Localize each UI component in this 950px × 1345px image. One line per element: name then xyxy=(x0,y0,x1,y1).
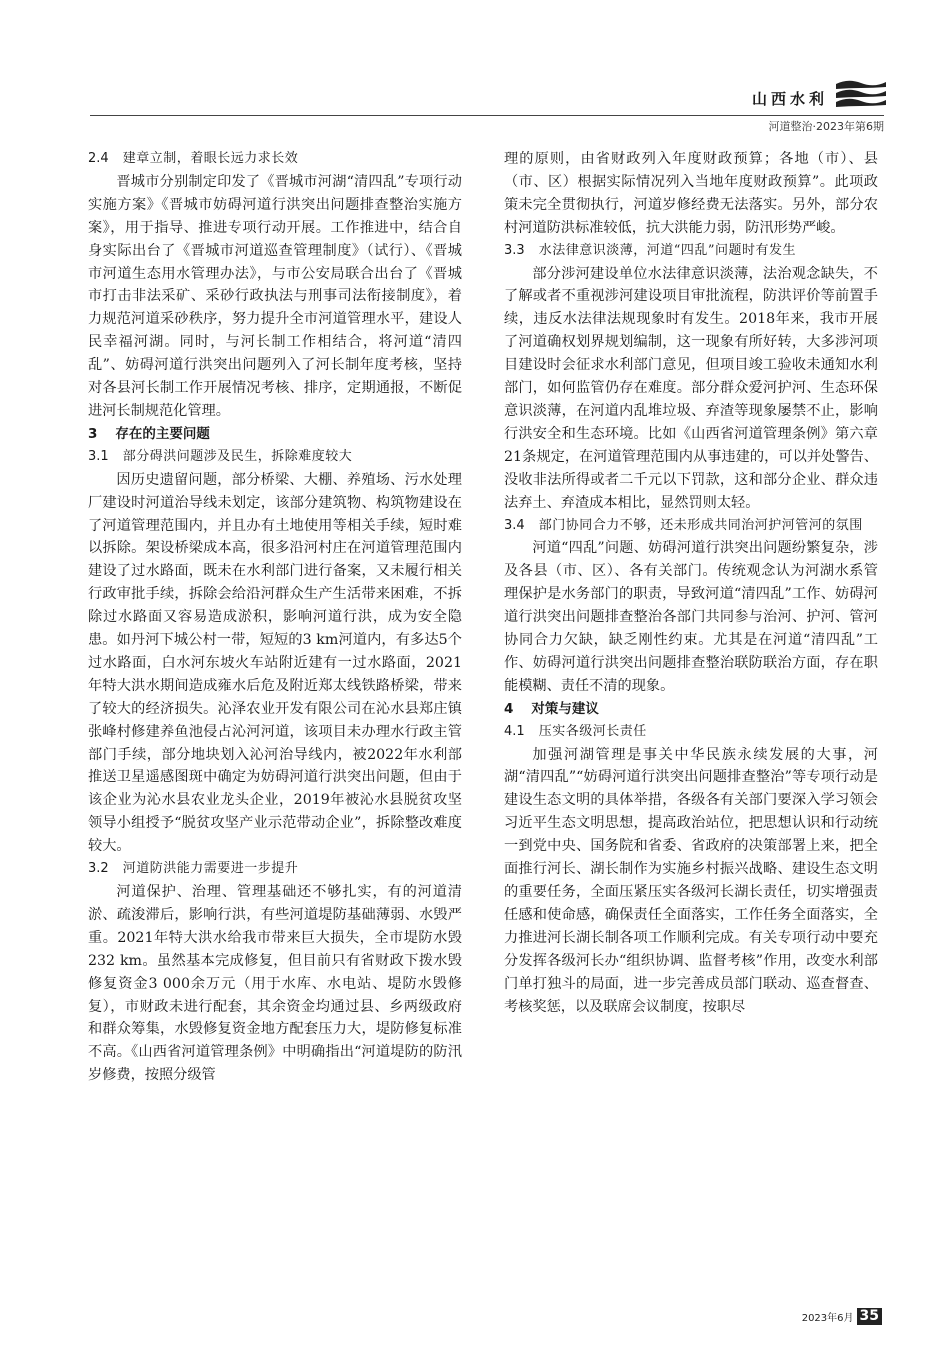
section-3-heading: 3 存在的主要问题 xyxy=(88,425,210,442)
section-3-3-heading: 3.3 水法律意识淡薄，河道“四乱”问题时有发生 xyxy=(504,242,796,258)
paragraph: 河道“四乱”问题、妨碍河道行洪突出问题纷繁复杂，涉及各县（市、区）、各有关部门。传统观念认为河湖水系管理保护是水务部门的职责，导致河道“清四乱”工作、妨碍河道行洪突出问题排查整治各部门共同参与治河、护河、管河协同合力欠缺，缺乏刚性约束。尤其是在河道“清四乱”工作、妨碍河道行洪突出问题排查整治联防联治方面，存在职能模糊、责任不清的现象。 xyxy=(504,540,878,694)
right-column xyxy=(504,148,878,1018)
section-2-4-heading: 2.4 建章立制，着眼长远力求长效 xyxy=(88,151,299,166)
section-3-1-heading: 3.1 部分碍洪问题涉及民生，拆除难度较大 xyxy=(88,448,353,464)
section-3-4-heading: 3.4 部门协同合力不够，还未形成共同治河护河管河的氛围 xyxy=(504,517,863,533)
issue-info: 河道整治·2023年第6期 xyxy=(768,120,884,133)
paragraph: 加强河湖管理是事关中华民族永续发展的大事，河湖“清四乱”“妨碍河道行洪突出问题排查整治”等专项行动是建设生态文明的具体举措，各级各有关部门要深入学习领会习近平生态文明思想，提高政治站位，把思想认识和行动统一到党中央、国务院和省委、省政府的决策部署上来，把全面推行河长、湖长制作为实施乡村振兴战略、建设生态文明的重要任务，全面压紧压实各级河长湖长责任，切实增强责任感和使命感，确保责任全面落实，工作任务全面落实，全力推进河长湖长制各项工作顺利完成。有关专项行动中要充分发挥各级河长办“组织协调、监督考核”作用，改变水利部门单打独斗的局面，进一步完善成员部门联动、巡查督查、考核奖惩，以及联席会议制度，按职尽 xyxy=(504,746,878,1015)
paragraph-continued: 理的原则，由省财政列入年度财政预算；各地（市）、县（市、区）根据实际情况列入当地年度财政预算”。此项政策未完全贯彻执行，河道岁修经费无法落实。另外，部分农村河道防洪标准较低，抗大洪能力弱，防汛形势严峻。 xyxy=(504,151,878,236)
page-number: 35 xyxy=(857,1308,882,1325)
left-column xyxy=(88,148,462,1087)
section-4-heading: 4 对策与建议 xyxy=(504,700,599,717)
waves-logo-icon xyxy=(836,78,886,112)
paragraph: 部分涉河建设单位水法律意识淡薄，法治观念缺失，不了解或者不重视涉河建设项目审批流程，防洪评价等前置手续，违反水法律法规现象时有发生。2018年来，我市开展了河道确权划界规划编制，这一现象有所好转，大多涉河项目建设时会征求水利部门意见，但项目竣工验收未通知水利部门，如何监管仍存在难度。部分群众爱河护河、生态环保意识淡薄，在河道内乱堆垃圾、弃渣等现象屡禁不止，影响行洪安全和生态环境。比如《山西省河道管理条例》第六章21条规定，在河道管理范围内从事违建的，可以并处警告、没收非法所得或者二千元以下罚款，这和部分企业、群众违法弃土、弃渣成本相比，显然罚则太轻。 xyxy=(504,265,878,511)
footer-date: 2023年6月 xyxy=(801,1313,854,1324)
journal-title: 山西水利 xyxy=(752,90,829,108)
paragraph: 河道保护、治理、管理基础还不够扎实，有的河道清淤、疏浚滞后，影响行洪，有些河道堤防基础薄弱、水毁严重。2021年特大洪水给我市带来巨大损失，全市堤防水毁232 km。虽然基本完成修复，但目前只有省财政下拨水毁修复资金3 000余万元（用于水库、水电站、堤防水毁修复），市财政未进行配套，其余资金均通过县、乡两级政府和群众筹集，水毁修复资金地方配套压力大，堤防修复标准不高。《山西省河道管理条例》中明确指出“河道堤防的防汛岁修费，按照分级管 xyxy=(88,884,462,1084)
header-rule xyxy=(90,115,884,116)
paragraph: 晋城市分别制定印发了《晋城市河湖“清四乱”专项行动实施方案》《晋城市妨碍河道行洪突出问题排查整治实施方案》，用于指导、推进专项行动开展。工作推进中，结合自身实际出台了《晋城市河道巡查管理制度》（试行）、《晋城市河道生态用水管理办法》，与市公安局联合出台了《晋城市打击非法采矿、采砂行政执法与刑事司法衔接制度》，着力规范河道采砂秩序，努力提升全市河道管理水平，建设人民幸福河湖。同时，与河长制工作相结合，将河道“清四乱”、妨碍河道行洪突出问题列入了河长制年度考核，坚持对各县河长制工作开展情况考核、排序，定期通报，不断促进河长制规范化管理。 xyxy=(88,173,462,419)
section-3-2-heading: 3.2 河道防洪能力需要进一步提升 xyxy=(88,861,299,877)
page-footer xyxy=(802,1308,882,1325)
paragraph: 因历史遗留问题，部分桥梁、大棚、养殖场、污水处理厂建设时河道治导线未划定，该部分建筑物、构筑物建设在了河道管理范围内，并且办有土地使用等相关手续，短时难以拆除。架设桥梁成本高，很多沿河村庄在河道管理范围内建设了过水路面，既未在水利部门进行备案，又未履行相关行政审批手续，拆除会给沿河群众生产生活带来困难，不拆除过水路面又容易造成淤积，影响河道行洪，成为安全隐患。如丹河下城公村一带，短短的3 km河道内，有多达5个过水路面，白水河东坡火车站附近建有一过水路面，2021年特大洪水期间造成雍水后危及附近郑太线铁路桥梁，带来了较大的经济损失。沁泽农业开发有限公司在沁水县郑庄镇张峰村修建养鱼池侵占沁河河道，该项目未办理水行政主管部门手续，部分地块划入沁河治导线内，被2022年水利部推送卫星遥感图斑中确定为妨碍河道行洪突出问题，但由于该企业为沁水县农业龙头企业，2019年被沁水县脱贫攻坚领导小组授予“脱贫攻坚产业示范带动企业”，拆除整改难度较大。 xyxy=(88,471,462,855)
section-4-1-heading: 4.1 压实各级河长责任 xyxy=(504,723,647,739)
